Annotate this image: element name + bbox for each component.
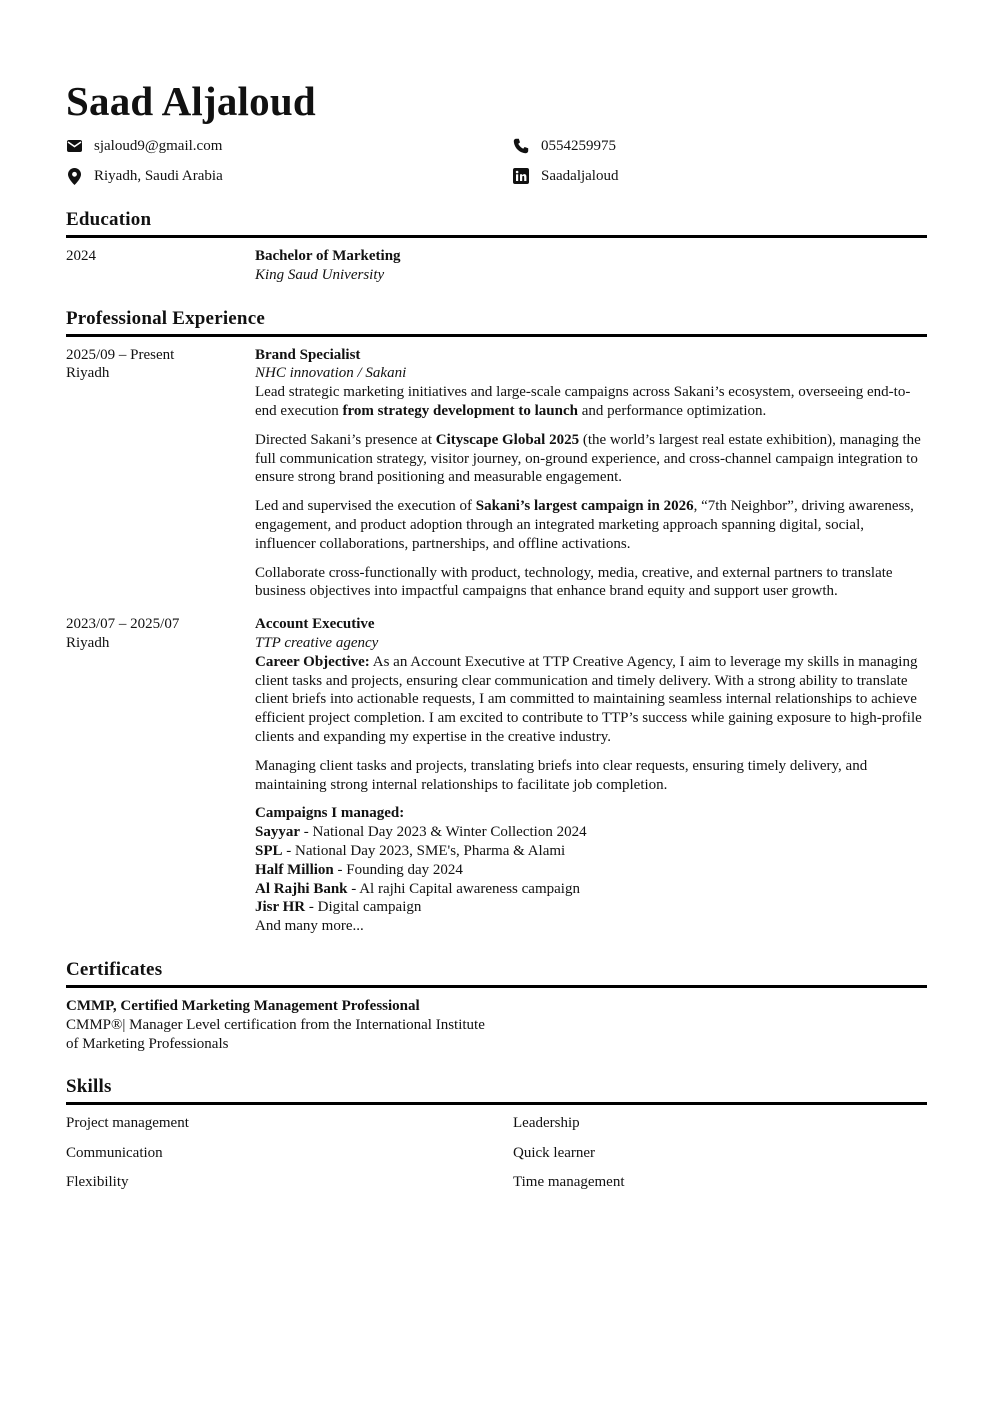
description-paragraph: Career Objective: As an Account Executive at TTP Creative Agency, I aim to leverage my skills in managing client tasks and projects, ensuring clear communication and timely delivery. With a strong ability to translate client briefs into actionable requests, I am committed to maintaining seamless internal relationships to achieve efficient project completion. I am excited to contribute to TTP’s success while gaining exposure to high-profile clients and expanding my expertise in the creative industry. (255, 653, 922, 745)
education-details (255, 247, 927, 285)
certificates-section (66, 958, 927, 1053)
experience-section (66, 307, 927, 936)
certificate-description: CMMP®| Manager Level certification from the International Institute of Marketing Professionals (66, 1016, 485, 1052)
skill-item: Project management (66, 1115, 189, 1132)
education-entry (66, 247, 927, 285)
degree-title: Bachelor of Marketing (255, 248, 401, 264)
experience-date: 2023/07 – 2025/07 (66, 616, 180, 633)
experience-entry-account-executive (66, 615, 927, 936)
description-paragraph: Led and supervised the execution of Sakani’s largest campaign in 2026, “7th Neighbor”, driving awareness, engagement, and product adoption through an integrated marketing approach spanning digital, social, influencer collaborations, partnerships, and offline activations. (255, 498, 914, 552)
experience-location: Riyadh (66, 365, 110, 382)
school-name: King Saud University (255, 266, 385, 283)
experience-details (255, 615, 927, 936)
certificate-item (66, 997, 927, 1053)
description-paragraph: Collaborate cross-functionally with product, technology, media, creative, and external partners to translate business objectives into impactful campaigns that enhance brand equity and support user growth. (255, 564, 893, 600)
contact-location (66, 166, 513, 186)
contact-email (66, 136, 513, 156)
contact-linkedin (513, 166, 927, 186)
job-title: Brand Specialist (255, 346, 361, 363)
campaign-item: SPL - National Day 2023, SME's, Pharma & Alami (255, 842, 566, 859)
experience-meta (66, 346, 255, 602)
map-pin-icon (66, 168, 82, 184)
education-meta (66, 247, 255, 285)
campaigns-heading: Campaigns I managed: (255, 805, 405, 822)
certificate-name: CMMP, Certified Marketing Management Professional (66, 997, 420, 1014)
experience-meta (66, 615, 255, 936)
phone-icon (513, 138, 529, 154)
phone-text[interactable]: 0554259975 (541, 138, 616, 154)
skills-section (66, 1075, 927, 1193)
skill-item: Leadership (513, 1115, 580, 1132)
skill-item: Flexibility (66, 1174, 129, 1191)
experience-entry-brand-specialist (66, 346, 927, 602)
skill-item: Communication (66, 1144, 163, 1161)
campaign-item: Jisr HR - Digital campaign (255, 899, 422, 916)
campaign-item: Half Million - Founding day 2024 (255, 861, 463, 878)
description-paragraph: Managing client tasks and projects, translating briefs into clear requests, ensuring timely delivery, and maintaining strong internal relationships to facilitate job completion. (255, 757, 868, 793)
section-title-certificates: Certificates (66, 958, 927, 988)
skill-item: Time management (513, 1174, 625, 1191)
linkedin-text[interactable]: Saadaljaloud (541, 168, 619, 184)
campaign-item: Sayyar - National Day 2023 & Winter Collection 2024 (255, 824, 587, 841)
experience-location: Riyadh (66, 634, 110, 651)
experience-date: 2025/09 – Present (66, 346, 175, 363)
contact-info (66, 136, 927, 186)
description-paragraph: Lead strategic marketing initiatives and large-scale campaigns across Sakani’s ecosystem, overseeing end-to-end execution from strategy development to launch and performance optimization. (255, 384, 911, 419)
description-paragraph: Directed Sakani’s presence at Cityscape Global 2025 (the world’s largest real estate exhibition), managing the full communication strategy, visitor journey, on-ground experience, and cross-channel campaign integration to ensure strong brand positioning and measurable engagement. (255, 431, 921, 486)
envelope-icon (66, 138, 82, 154)
campaigns-more: And many more... (255, 918, 364, 935)
section-title-education: Education (66, 208, 927, 238)
campaigns-list (255, 804, 927, 936)
job-title: Account Executive (255, 616, 375, 633)
skill-item: Quick learner (513, 1144, 596, 1161)
linkedin-icon (513, 168, 529, 184)
candidate-name: Saad Aljaloud (66, 78, 316, 124)
section-title-skills: Skills (66, 1075, 927, 1105)
email-text[interactable]: sjaloud9@gmail.com (94, 138, 223, 154)
education-section (66, 208, 927, 285)
campaign-item: Al Rajhi Bank - Al rajhi Capital awareness campaign (255, 880, 580, 897)
contact-phone (513, 136, 927, 156)
section-title-experience: Professional Experience (66, 307, 927, 337)
skills-list (66, 1114, 927, 1193)
location-text: Riyadh, Saudi Arabia (94, 168, 223, 184)
experience-details (255, 346, 927, 602)
company-name: TTP creative agency (255, 634, 379, 651)
company-name: NHC innovation / Sakani (255, 365, 407, 382)
education-date: 2024 (66, 248, 96, 264)
